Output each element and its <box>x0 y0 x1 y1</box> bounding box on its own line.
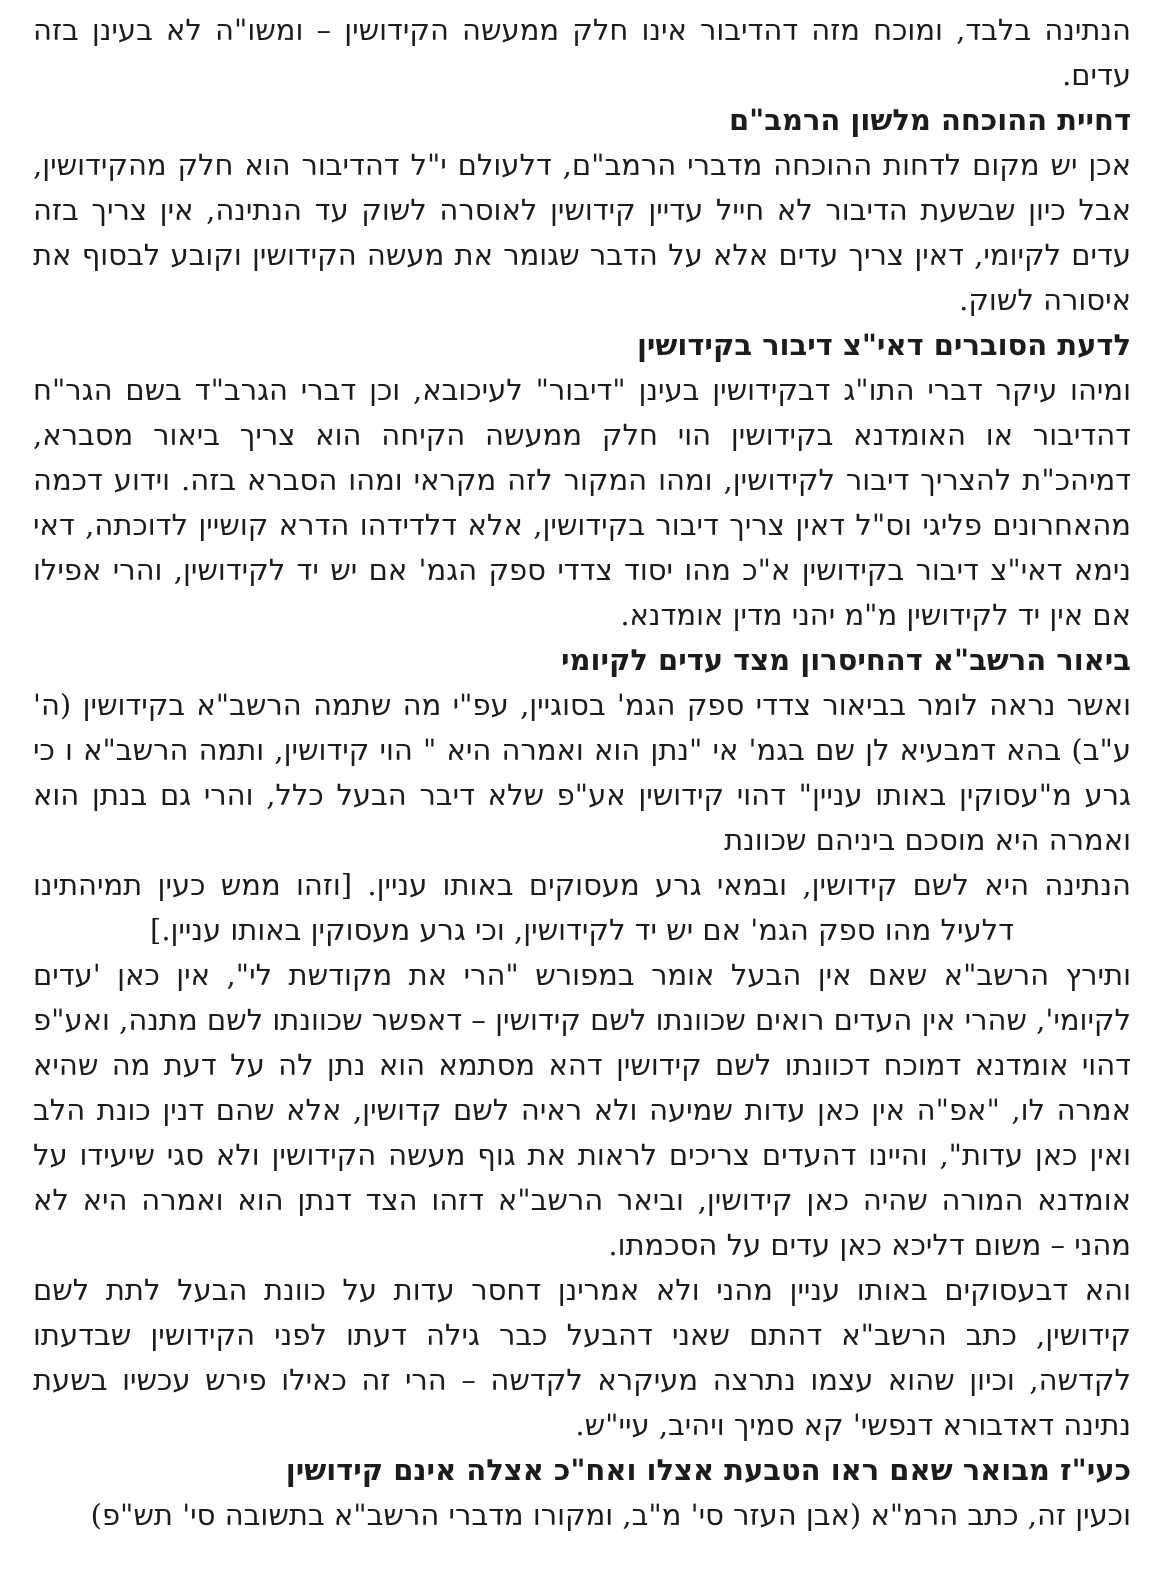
paragraph: הנתינה היא לשם קידושין, ובמאי גרע מעסוקים באותו עניין. [וזהו ממש כעין תמיהתינו דלעיל מהו ספק הגמ' אם יש יד לקידושין, וכי גרע מעסוקין באותו עניין.] <box>33 868 1131 947</box>
section-heading: לדעת הסוברים דאי"צ דיבור בקידושין <box>636 328 1131 362</box>
paragraph: ואשר נראה לומר בביאור צדדי ספק הגמ' בסוגיין, עפ"י מה שתמה הרשב"א בקידושין (ה' ע"ב) בהא דמבעיא לן שם בגמ' אי "נתן הוא ואמרה היא " הוי קידושין, ותמה הרשב"א ו כי גרע מ"עסוקין באותו עניין" דהוי קידושין אע"פ שלא דיבר הבעל כלל, והרי גם בנתן הוא ואמרה היא מוסכם ביניהם שכוונת <box>33 688 1131 857</box>
section-heading: ביאור הרשב"א דהחיסרון מצד עדים לקיומי <box>560 643 1131 677</box>
paragraph: אכן יש מקום לדחות ההוכחה מדברי הרמב"ם, דלעולם י"ל דהדיבור הוא חלק מהקידושין, אבל כיון שבשעת הדיבור לא חייל עדיין קידושין לאוסרה לשוק עד הנתינה, אין צריך בזה עדים לקיומי, דאין צריך עדים אלא על הדבר שגומר את מעשה הקידושין וקובע לבסוף את איסורה לשוק. <box>33 148 1131 317</box>
paragraph: והא דבעסוקים באותו עניין מהני ולא אמרינן דחסר עדות על כוונת הבעל לתת לשם קידושין, כתב הרשב"א דהתם שאני דהבעל כבר גילה דעתו לפני הקידושין שבדעתו לקדשה, וכיון שהוא עצמו נתרצה מעיקרא לקדשה – הרי זה כאילו פירש עכשיו בשעת נתינה דאדבורא דנפשי' קא סמיך ויהיב, עיי"ש. <box>33 1273 1131 1442</box>
paragraph: וכעין זה, כתב הרמ"א (אבן העזר סי' מ"ב, ומקורו מדברי הרשב"א בתשובה סי' תש"פ) <box>90 1498 1131 1532</box>
document-text-blocks <box>33 8 1131 1538</box>
section-heading: כעי"ז מבואר שאם ראו הטבעת אצלו ואח"כ אצלה אינם קידושין <box>285 1453 1131 1487</box>
paragraph: ומיהו עיקר דברי התו"ג דבקידושין בעינן "דיבור" לעיכובא, וכן דברי הגרב"ד בשם הגר"ח דהדיבור או האומדנא בקידושין הוי חלק ממעשה הקיחה הוא צריך ביאור מסברא, דמיהכ"ת להצריך דיבור לקידושין, ומהו המקור לזה מקראי ומהו הסברא בזה. וידוע דכמה מהאחרונים פליגי וס"ל דאין צריך דיבור בקידושין, אלא דלדידהו הדרא קושיין לדוכתה, דאי נימא דאי"צ דיבור בקידושין א"כ מהו יסוד צדדי ספק הגמ' אם יש יד לקידושין, והרי אפילו אם אין יד לקידושין מ"מ יהני מדין אומדנא. <box>33 373 1131 632</box>
paragraph: הנתינה בלבד, ומוכח מזה דהדיבור אינו חלק ממעשה הקידושין – ומשו"ה לא בעינן בזה עדים. <box>33 13 1131 92</box>
paragraph: ותירץ הרשב"א שאם אין הבעל אומר במפורש "הרי את מקודשת לי", אין כאן 'עדים לקיומי', שהרי אין העדים רואים שכוונתו לשם קידושין – דאפשר שכוונתו לשם מתנה, ואע"פ דהוי אומדנא דמוכח דכוונתו לשם קידושין דהא מסתמא הוא נתן לה על דעת מה שהיא אמרה לו, "אפ"ה אין כאן עדות שמיעה ולא ראיה לשם קדושין, אלא שהם דנין כונת הלב ואין כאן עדות", והיינו דהעדים צריכים לראות את גוף מעשה הקידושין ולא סגי שיעידו על אומדנא המורה שהיה כאן קידושין, וביאר הרשב"א דזהו הצד דנתן הוא ואמרה היא לא מהני – משום דליכא כאן עדים על הסכמתו. <box>33 958 1131 1262</box>
section-heading: דחיית ההוכחה מלשון הרמב"ם <box>728 103 1131 137</box>
